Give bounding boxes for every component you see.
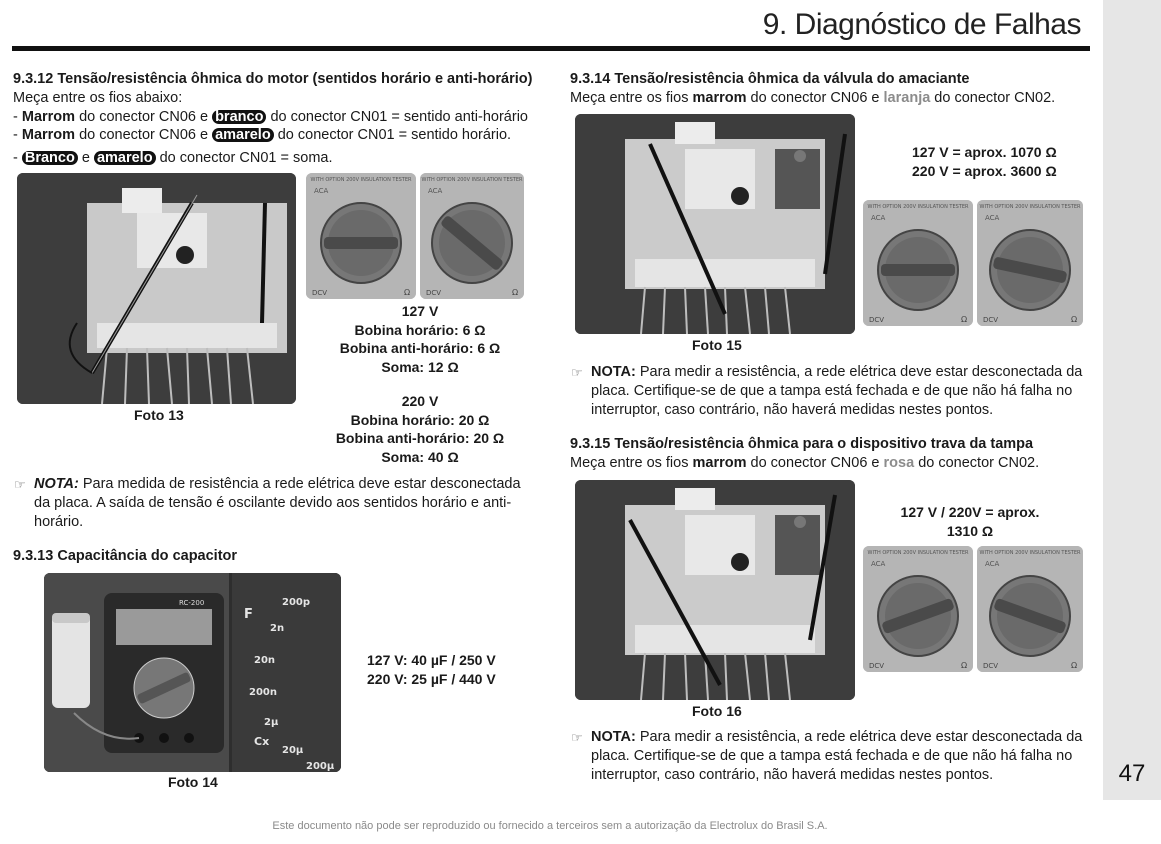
- page-sidebar: [1103, 0, 1161, 800]
- meter-dial-photo-15b: [977, 200, 1083, 326]
- meter-top-label: WITH OPTION 200V INSULATION TESTER: [421, 177, 523, 183]
- pointing-hand-icon: ☞: [571, 365, 583, 380]
- photo-14-caption: Foto 14: [168, 774, 218, 790]
- photo-13-caption: Foto 13: [134, 407, 184, 423]
- page-number: 47: [1118, 760, 1146, 787]
- scale-label: 200p: [282, 597, 311, 608]
- values-capacitor: 127 V: 40 µF / 250 V 220 V: 25 µF / 440 V: [367, 652, 496, 687]
- meter-dial-photo-15a: [863, 200, 973, 326]
- scale-label: 200n: [249, 687, 277, 698]
- section-9-3-14-title: 9.3.14 Tensão/resistência ôhmica da válvula do amaciante: [570, 71, 970, 87]
- scale-label: 200µ: [306, 761, 335, 772]
- scale-label: 20µ: [282, 745, 304, 756]
- section-9-3-12-intro: Meça entre os fios abaixo:: [13, 90, 183, 106]
- scale-label: 20n: [254, 655, 276, 666]
- page-title: 9. Diagnóstico de Falhas: [762, 8, 1081, 41]
- capacitor-meter-model: RC-200: [179, 599, 205, 607]
- meter-ohm: Ω: [1071, 661, 1078, 670]
- meter-dcv: DCV: [983, 316, 999, 324]
- meter-ohm: Ω: [961, 315, 968, 324]
- scale-label: Cx: [254, 735, 270, 748]
- meter-dcv: DCV: [983, 662, 999, 670]
- photo-16-caption: Foto 16: [692, 703, 742, 719]
- wire-line-3: - Branco e amarelo do conector CN01 = soma.: [13, 150, 333, 166]
- meter-brand: ACA: [871, 560, 886, 568]
- wire-line-2: - Marrom do conector CN06 e amarelo do conector CN01 = sentido horário.: [13, 127, 512, 143]
- meter-brand: ACA: [871, 214, 886, 222]
- meter-top-label: WITH OPTION 200V INSULATION TESTER: [867, 204, 969, 210]
- meter-dcv: DCV: [869, 662, 885, 670]
- meter-ohm: Ω: [512, 288, 519, 297]
- meter-brand: ACA: [985, 560, 1000, 568]
- meter-dial-photo-13a: [306, 173, 416, 299]
- header-rule: [12, 46, 1090, 51]
- meter-ohm: Ω: [404, 288, 411, 297]
- values-220v-motor: 220 V Bobina horário: 20 Ω Bobina anti-horário: 20 Ω Soma: 40 Ω: [335, 393, 505, 465]
- meter-brand: ACA: [428, 187, 443, 195]
- meter-top-label: WITH OPTION 200V INSULATION TESTER: [979, 204, 1081, 210]
- meter-dcv: DCV: [312, 289, 328, 297]
- values-softener-valve: 127 V = aprox. 1070 Ω 220 V = aprox. 3600 Ω: [912, 144, 1057, 179]
- meter-dcv: DCV: [869, 316, 885, 324]
- note-9-3-12: ☞ NOTA: Para medida de resistência a rede elétrica deve estar desconectada da placa. A saída de tensão é oscilante devido aos sentidos horário e anti- horário.: [14, 476, 521, 530]
- values-127v-motor: 127 V Bobina horário: 6 Ω Bobina anti-horário: 6 Ω Soma: 12 Ω: [339, 303, 501, 375]
- meter-brand: ACA: [314, 187, 329, 195]
- meter-top-label: WITH OPTION 200V INSULATION TESTER: [867, 550, 969, 556]
- section-9-3-15-instruction: Meça entre os fios marrom do conector CN06 e rosa do conector CN02.: [570, 455, 1040, 471]
- footer-disclaimer: Este documento não pode ser reproduzido ou fornecido a terceiros sem a autorização da Electrolux do Brasil S.A.: [272, 820, 828, 832]
- meter-ohm: Ω: [961, 661, 968, 670]
- meter-dcv: DCV: [426, 289, 442, 297]
- meter-ohm: Ω: [1071, 315, 1078, 324]
- scale-label: F: [244, 607, 253, 622]
- photo-14-capacitor: [44, 573, 341, 772]
- scale-label: 2n: [270, 623, 285, 634]
- pointing-hand-icon: ☞: [14, 477, 26, 492]
- meter-top-label: WITH OPTION 200V INSULATION TESTER: [979, 550, 1081, 556]
- values-lid-lock: 127 V / 220V = aprox. 1310 Ω: [900, 504, 1040, 539]
- scale-label: 2µ: [264, 717, 279, 728]
- meter-dial-photo-16b: [977, 546, 1083, 672]
- pointing-hand-icon: ☞: [571, 730, 583, 745]
- meter-top-label: WITH OPTION 200V INSULATION TESTER: [310, 177, 412, 183]
- meter-brand: ACA: [985, 214, 1000, 222]
- meter-dial-photo-13b: [420, 173, 524, 299]
- photo-13-board: [17, 173, 296, 404]
- wire-line-1: - Marrom do conector CN06 e branco do conector CN01 = sentido anti-horário: [13, 109, 528, 125]
- section-9-3-13-title: 9.3.13 Capacitância do capacitor: [13, 548, 238, 564]
- photo-15-board: [575, 114, 855, 334]
- photo-15-caption: Foto 15: [692, 337, 742, 353]
- section-9-3-12-title: 9.3.12 Tensão/resistência ôhmica do motor (sentidos horário e anti-horário): [13, 71, 533, 87]
- section-9-3-15-title: 9.3.15 Tensão/resistência ôhmica para o dispositivo trava da tampa: [570, 436, 1034, 452]
- note-9-3-14: ☞ NOTA: Para medir a resistência, a rede elétrica deve estar desconectada da placa. Certifique-se de que a tampa está fechada e de que não há falha no interruptor, caso contrário, não haverá medidas nestes pontos.: [571, 364, 1083, 418]
- note-9-3-15: ☞ NOTA: Para medir a resistência, a rede elétrica deve estar desconectada da placa. Certifique-se de que a tampa está fechada e de que não há falha no interruptor, caso contrário, não haverá medidas nestes pontos.: [571, 729, 1083, 783]
- section-9-3-14-instruction: Meça entre os fios marrom do conector CN06 e laranja do conector CN02.: [570, 90, 1056, 106]
- photo-16-board: [575, 480, 855, 700]
- meter-dial-photo-16a: [863, 546, 973, 672]
